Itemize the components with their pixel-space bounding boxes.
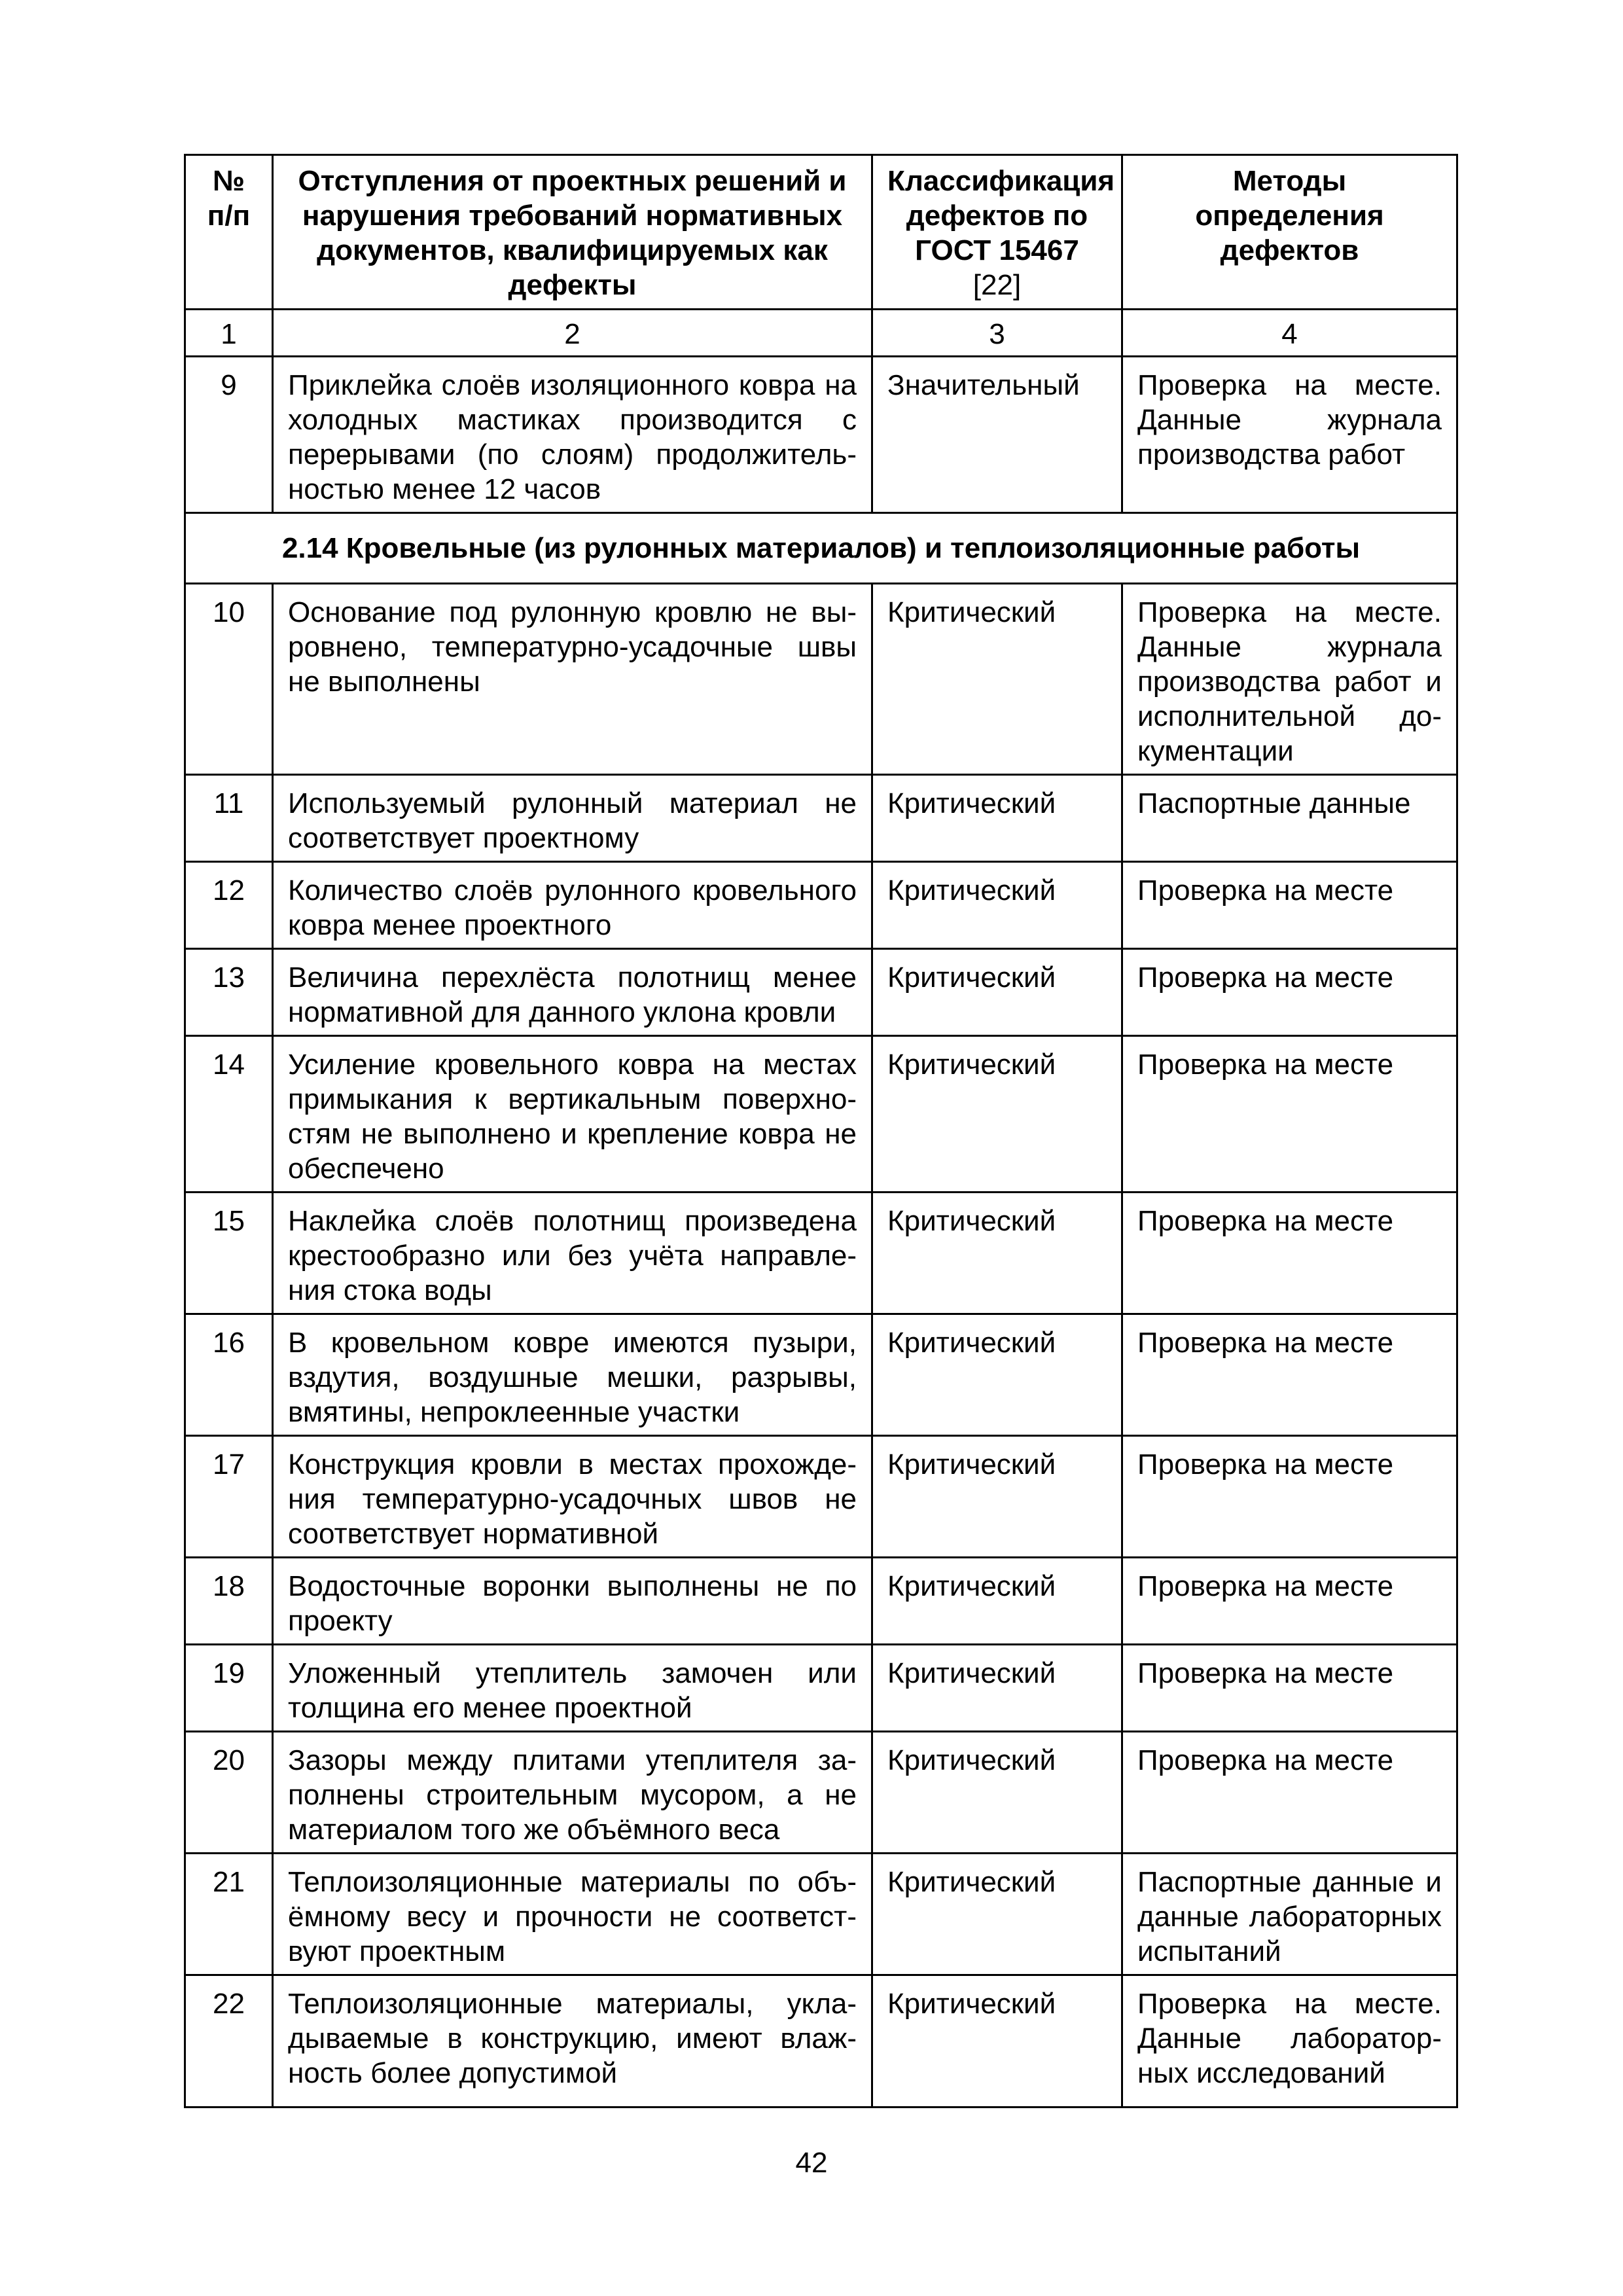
column-index-4: 4 bbox=[1122, 310, 1457, 357]
row-number: 16 bbox=[185, 1314, 273, 1436]
row-classification: Критический bbox=[872, 1558, 1122, 1645]
header-classification bbox=[872, 155, 1122, 310]
defects-table bbox=[184, 154, 1458, 2108]
row-number: 20 bbox=[185, 1732, 273, 1854]
table-row bbox=[185, 862, 1457, 949]
table-row bbox=[185, 1314, 1457, 1436]
row-classification: Критический bbox=[872, 1645, 1122, 1732]
row-number: 11 bbox=[185, 775, 273, 862]
row-description: Теплоизоляционные материалы, укладываемые в конструкцию, имеют влажность более допустимой bbox=[273, 1975, 872, 2108]
table-row bbox=[185, 1645, 1457, 1732]
row-number: 15 bbox=[185, 1193, 273, 1314]
row-number: 14 bbox=[185, 1036, 273, 1193]
row-classification: Критический bbox=[872, 584, 1122, 775]
row-methods: Проверка на месте bbox=[1122, 1193, 1457, 1314]
row-number: 22 bbox=[185, 1975, 273, 2108]
header-classification-text: Классификация дефектов по ГОСТ 15467 bbox=[887, 165, 1115, 266]
table-row bbox=[185, 1975, 1457, 2108]
table-row bbox=[185, 1558, 1457, 1645]
table-row bbox=[185, 775, 1457, 862]
row-classification: Критический bbox=[872, 862, 1122, 949]
row-methods: Проверка на месте bbox=[1122, 949, 1457, 1036]
row-description: Усиление кровельного ковра на местах примыкания к вертикальным поверхностям не выполнено и крепление ковра не обеспечено bbox=[273, 1036, 872, 1193]
row-description: Водосточные воронки выполнены не по проекту bbox=[273, 1558, 872, 1645]
row-methods: Паспортные данные и данные лабораторных испытаний bbox=[1122, 1854, 1457, 1975]
header-num: № п/п bbox=[185, 155, 273, 310]
row-classification: Значительный bbox=[872, 357, 1122, 513]
row-description: Количество слоёв рулонного кровельного ковра менее проектного bbox=[273, 862, 872, 949]
header-methods: Методы определения дефектов bbox=[1122, 155, 1457, 310]
row-methods: Проверка на месте. Данные журнала производства работ и исполнительной документации bbox=[1122, 584, 1457, 775]
row-methods: Проверка на месте bbox=[1122, 1436, 1457, 1558]
row-classification: Критический bbox=[872, 949, 1122, 1036]
row-methods: Проверка на месте bbox=[1122, 1036, 1457, 1193]
section-title: 2.14 Кровельные (из рулонных материалов) и теплоизоляционные работы bbox=[185, 513, 1457, 584]
row-classification: Критический bbox=[872, 1854, 1122, 1975]
table-row bbox=[185, 1436, 1457, 1558]
table-header bbox=[185, 155, 1457, 357]
row-description: В кровельном ковре имеются пузыри, вздутия, воздушные мешки, разрывы, вмятины, непроклеенные участки bbox=[273, 1314, 872, 1436]
header-classification-ref: [22] bbox=[972, 269, 1022, 301]
row-classification: Критический bbox=[872, 1975, 1122, 2108]
row-classification: Критический bbox=[872, 775, 1122, 862]
header-row bbox=[185, 155, 1457, 310]
row-description: Основание под рулонную кровлю не выровнено, температурно-усадочные швы не выполнены bbox=[273, 584, 872, 775]
table-row bbox=[185, 949, 1457, 1036]
row-number: 17 bbox=[185, 1436, 273, 1558]
table-row bbox=[185, 1193, 1457, 1314]
column-index-3: 3 bbox=[872, 310, 1122, 357]
header-description: Отступления от проектных решений и нарушения требований нормативных документов, квалифицируемых как дефекты bbox=[273, 155, 872, 310]
row-methods: Проверка на месте. Данные журнала производства работ bbox=[1122, 357, 1457, 513]
table-row bbox=[185, 584, 1457, 775]
row-description: Уложенный утеплитель замочен или толщина его менее проектной bbox=[273, 1645, 872, 1732]
row-number: 10 bbox=[185, 584, 273, 775]
table-row bbox=[185, 357, 1457, 513]
row-classification: Критический bbox=[872, 1036, 1122, 1193]
table-row bbox=[185, 1732, 1457, 1854]
row-number: 18 bbox=[185, 1558, 273, 1645]
column-index-row bbox=[185, 310, 1457, 357]
row-number: 19 bbox=[185, 1645, 273, 1732]
row-classification: Критический bbox=[872, 1314, 1122, 1436]
row-description: Используемый рулонный материал не соответствует проектному bbox=[273, 775, 872, 862]
row-number: 9 bbox=[185, 357, 273, 513]
row-methods: Проверка на месте bbox=[1122, 1558, 1457, 1645]
column-index-1: 1 bbox=[185, 310, 273, 357]
table-row bbox=[185, 1036, 1457, 1193]
row-number: 21 bbox=[185, 1854, 273, 1975]
row-methods: Проверка на месте bbox=[1122, 862, 1457, 949]
row-classification: Критический bbox=[872, 1193, 1122, 1314]
row-description: Теплоизоляционные материалы по объёмному весу и прочности не соответствуют проектным bbox=[273, 1854, 872, 1975]
row-description: Конструкция кровли в местах прохождения температурно-усадочных швов не соответствует нормативной bbox=[273, 1436, 872, 1558]
row-methods: Проверка на месте bbox=[1122, 1645, 1457, 1732]
table-row bbox=[185, 1854, 1457, 1975]
row-description: Наклейка слоёв полотнищ произведена крестообразно или без учёта направления стока воды bbox=[273, 1193, 872, 1314]
row-description: Величина перехлёста полотнищ менее нормативной для данного уклона кровли bbox=[273, 949, 872, 1036]
row-methods: Проверка на месте. Данные лабораторных исследований bbox=[1122, 1975, 1457, 2108]
row-description: Приклейка слоёв изоляционного ковра на холодных мастиках производится с перерывами (по слоям) продолжительностью менее 12 часов bbox=[273, 357, 872, 513]
table-body bbox=[185, 357, 1457, 2108]
row-number: 12 bbox=[185, 862, 273, 949]
page-number: 42 bbox=[795, 2147, 828, 2179]
column-index-2: 2 bbox=[273, 310, 872, 357]
row-classification: Критический bbox=[872, 1436, 1122, 1558]
row-methods: Проверка на месте bbox=[1122, 1732, 1457, 1854]
row-methods: Паспортные данные bbox=[1122, 775, 1457, 862]
section-row bbox=[185, 513, 1457, 584]
row-classification: Критический bbox=[872, 1732, 1122, 1854]
row-methods: Проверка на месте bbox=[1122, 1314, 1457, 1436]
row-description: Зазоры между плитами утеплителя заполнены строительным мусором, а не материалом того же объёмного веса bbox=[273, 1732, 872, 1854]
row-number: 13 bbox=[185, 949, 273, 1036]
